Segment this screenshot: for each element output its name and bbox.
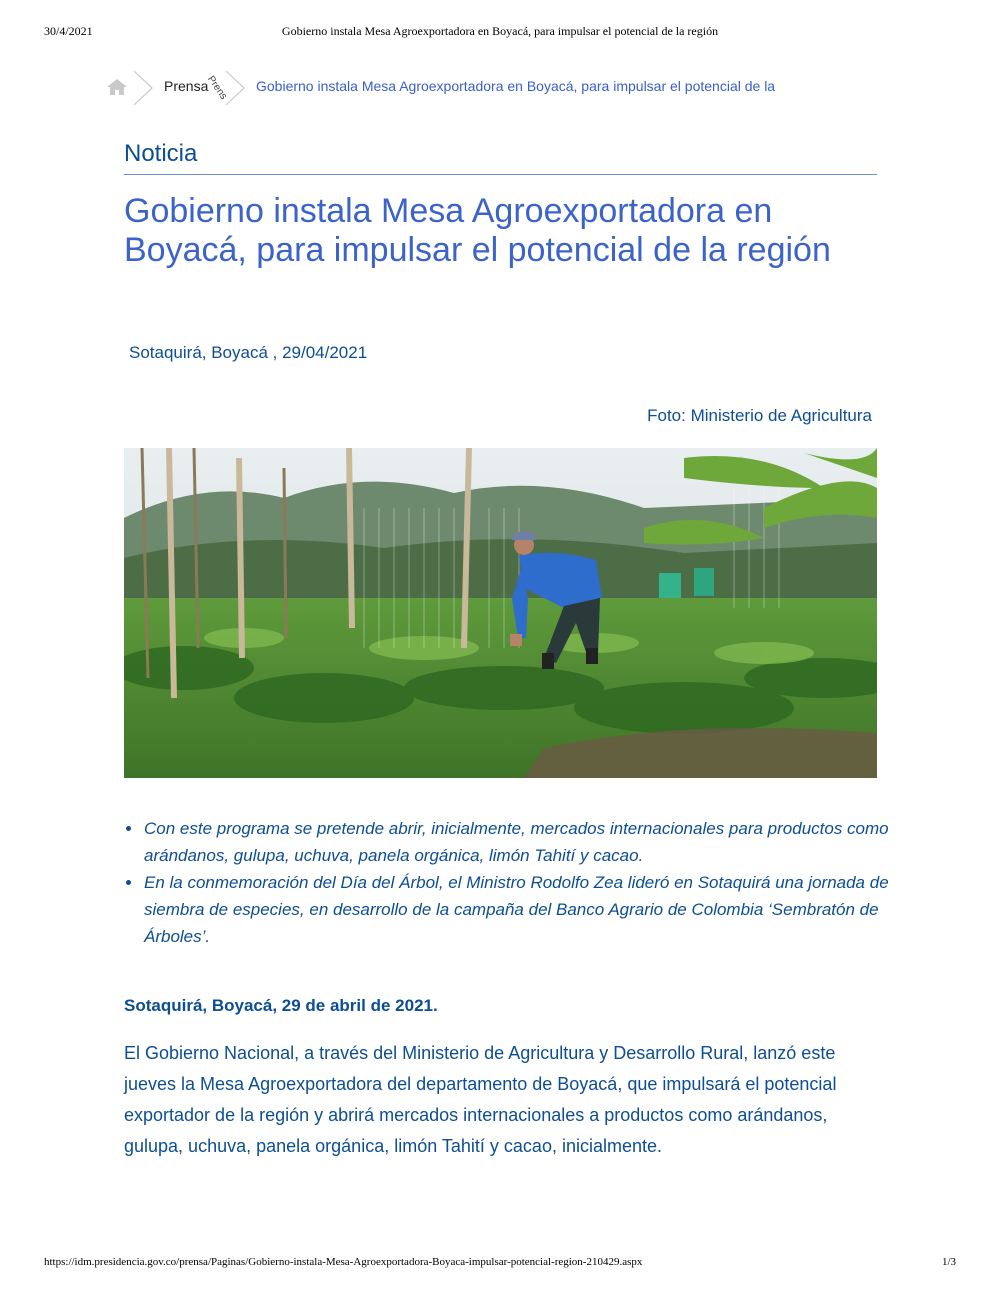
section-divider bbox=[124, 174, 877, 175]
breadcrumb-current[interactable]: Gobierno instala Mesa Agroexportadora en Boyacá, para impulsar el potencial de la bbox=[256, 78, 776, 94]
breadcrumb bbox=[106, 70, 906, 106]
breadcrumb-prensa-rotated: Prens bbox=[204, 74, 229, 102]
home-icon[interactable] bbox=[106, 78, 128, 96]
summary-bullets bbox=[124, 815, 904, 950]
article-photo bbox=[124, 448, 877, 778]
dateline: Sotaquirá, Boyacá, 29 de abril de 2021. bbox=[124, 996, 438, 1015]
article-paragraph: El Gobierno Nacional, a través del Ministerio de Agricultura y Desarrollo Rural, lanzó este jueves la Mesa Agroexportadora del departamento de Boyacá, que impulsará el potencial exportador de la región y abrirá mercados internacionales a productos como arándanos, gulupa, uchuva, panela orgánica, limón Tahití y cacao, inicialmente. bbox=[124, 1043, 837, 1156]
place-date: Sotaquirá, Boyacá , 29/04/2021 bbox=[129, 343, 368, 362]
page-number: 1/3 bbox=[941, 1256, 956, 1268]
breadcrumb-prensa[interactable]: Prensa bbox=[164, 78, 209, 94]
chevron-right-icon bbox=[224, 70, 246, 106]
list-item: En la conmemoración del Día del Árbol, el Ministro Rodolfo Zea lideró en Sotaquirá una jornada de siembra de especies, en desarrollo de la campaña del Banco Agrario de Colombia ‘Sembratón de Árboles’. bbox=[144, 869, 904, 950]
print-url: https://idm.presidencia.gov.co/prensa/Paginas/Gobierno-instala-Mesa-Agroexportadora-Boyaca-impulsar-potencial-region-210429.aspx bbox=[44, 1256, 643, 1268]
print-date: 30/4/2021 bbox=[44, 24, 93, 38]
chevron-right-icon bbox=[132, 70, 154, 106]
article-title: Gobierno instala Mesa Agroexportadora en Boyacá, para impulsar el potencial de la región bbox=[124, 192, 831, 269]
photo-credit: Foto: Ministerio de Agricultura bbox=[647, 406, 872, 425]
section-label: Noticia bbox=[124, 140, 198, 167]
list-item: Con este programa se pretende abrir, inicialmente, mercados internacionales para productos como arándanos, gulupa, uchuva, panela orgánica, limón Tahití y cacao. bbox=[144, 815, 904, 869]
print-title: Gobierno instala Mesa Agroexportadora en Boyacá, para impulsar el potencial de la región bbox=[281, 24, 719, 38]
farm-photo-illustration bbox=[124, 448, 877, 778]
